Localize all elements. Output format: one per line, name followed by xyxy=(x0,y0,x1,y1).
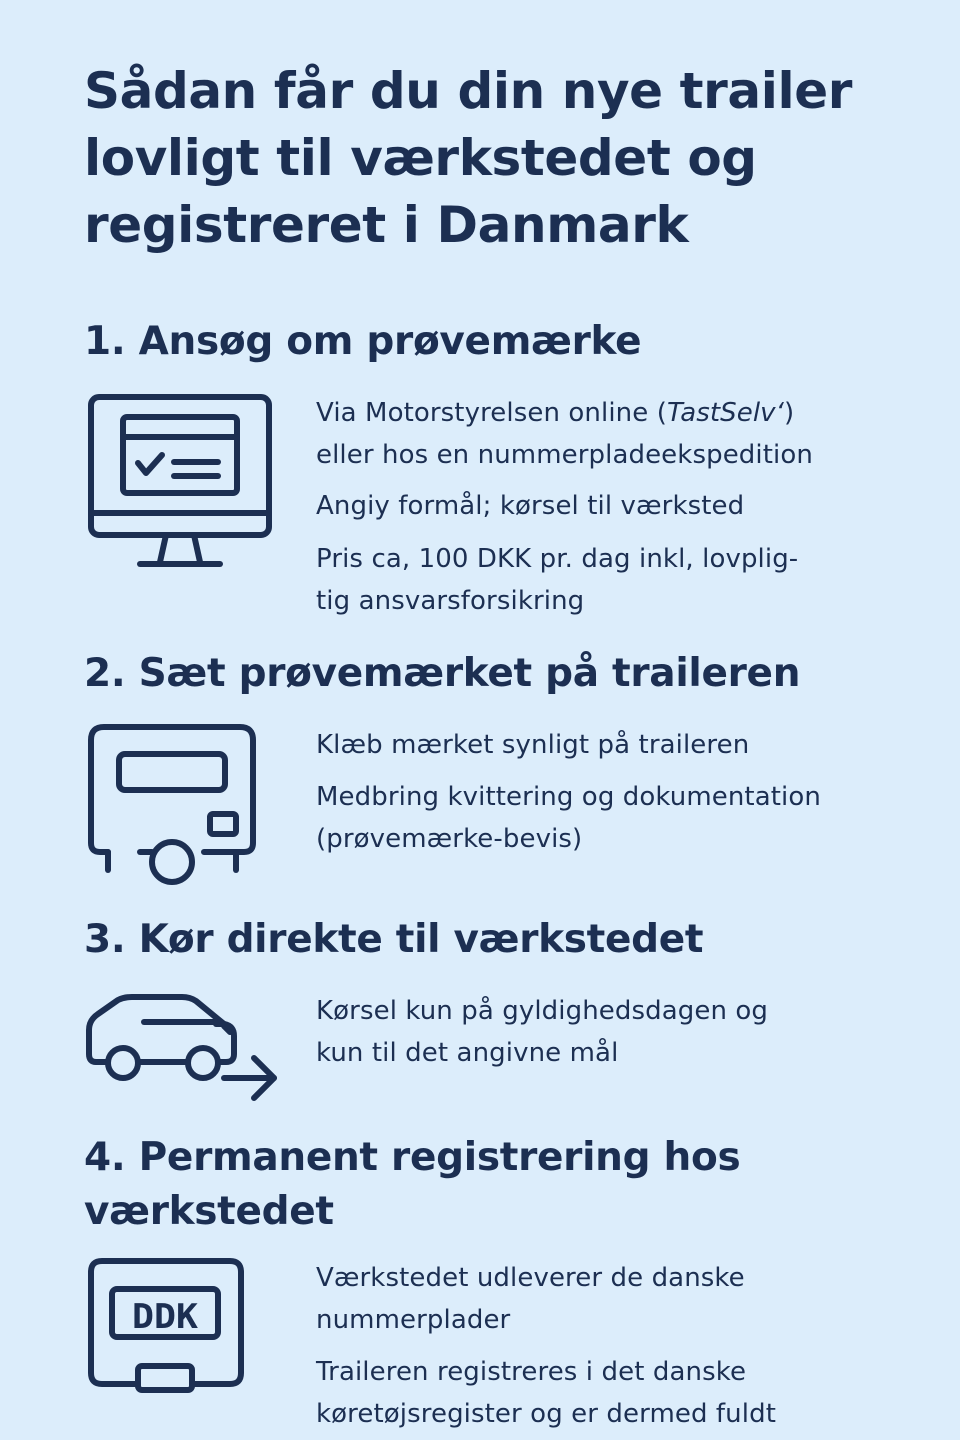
page-title xyxy=(84,58,904,259)
step-3-heading: 3. Kør direkte til værkstedet xyxy=(84,917,704,962)
title-line-2: lovligt til værkstedet og xyxy=(84,129,757,187)
step-1-bullet-1 xyxy=(316,392,916,476)
step-4-bullet-2 xyxy=(316,1351,916,1435)
step-1-bullet-1-text-b: ) xyxy=(784,398,795,428)
step-4-heading-line-1: 4. Permanent registrering hos xyxy=(84,1135,741,1180)
step-4-heading xyxy=(84,1131,904,1239)
step-1-bullet-2-line-1: Angiy formål; kørsel til værksted xyxy=(316,491,745,521)
title-line-3: registreret i Danmark xyxy=(84,196,689,254)
step-4-bullet-1 xyxy=(316,1257,916,1341)
step-3-bullet-1-line-1: Kørsel kun på gyldighedsdagen og xyxy=(316,996,769,1026)
step-2-bullet-1 xyxy=(316,724,916,766)
step-1-bullet-1-line-2: eller hos en nummerpladeekspedition xyxy=(316,440,813,470)
plate-text: DDK xyxy=(132,1297,199,1337)
step-4-bullet-1-line-2: nummerplader xyxy=(316,1305,511,1335)
step-3-bullet-1 xyxy=(316,990,916,1074)
step-4-heading-line-2: værkstedet xyxy=(84,1189,334,1234)
step-4-bullet-1-line-1: Værkstedet udleverer de danske xyxy=(316,1263,745,1293)
step-1-bullet-3-line-2: tig ansvarsforsikring xyxy=(316,586,585,616)
step-2-bullet-2-line-1: Medbring kvittering og dokumentation xyxy=(316,782,821,812)
step-3-bullet-1-line-2: kun til det angivne mål xyxy=(316,1038,619,1068)
step-4-bullet-2-line-1: Traileren registreres i det danske xyxy=(316,1357,747,1387)
step-2-bullet-2 xyxy=(316,776,916,860)
step-2-bullet-1-line-1: Klæb mærket synligt på traileren xyxy=(316,730,750,760)
title-line-1: Sådan får du din nye trailer xyxy=(84,62,853,120)
step-4-bullet-2-line-2: køretøjsregister og er dermed fuldt xyxy=(316,1399,776,1429)
step-1-bullet-1-tastselv: TastSelv‘ xyxy=(666,398,785,428)
computer-form-icon xyxy=(86,392,276,572)
trailer-icon xyxy=(86,722,266,890)
step-1-heading: 1. Ansøg om prøvemærke xyxy=(84,319,642,364)
step-2-heading: 2. Sæt prøvemærket på traileren xyxy=(84,651,801,696)
car-arrow-icon xyxy=(84,992,286,1108)
step-1-bullet-1-text-a: Via Motorstyrelsen online ( xyxy=(316,398,667,428)
step-1-bullet-3-line-1: Pris ca, 100 DKK pr. dag inkl, lovplig- xyxy=(316,544,799,574)
license-plate-icon xyxy=(86,1256,250,1398)
step-1-bullet-2 xyxy=(316,485,916,527)
step-1-bullet-3 xyxy=(316,538,916,622)
step-2-bullet-2-line-2: (prøvemærke-bevis) xyxy=(316,824,583,854)
